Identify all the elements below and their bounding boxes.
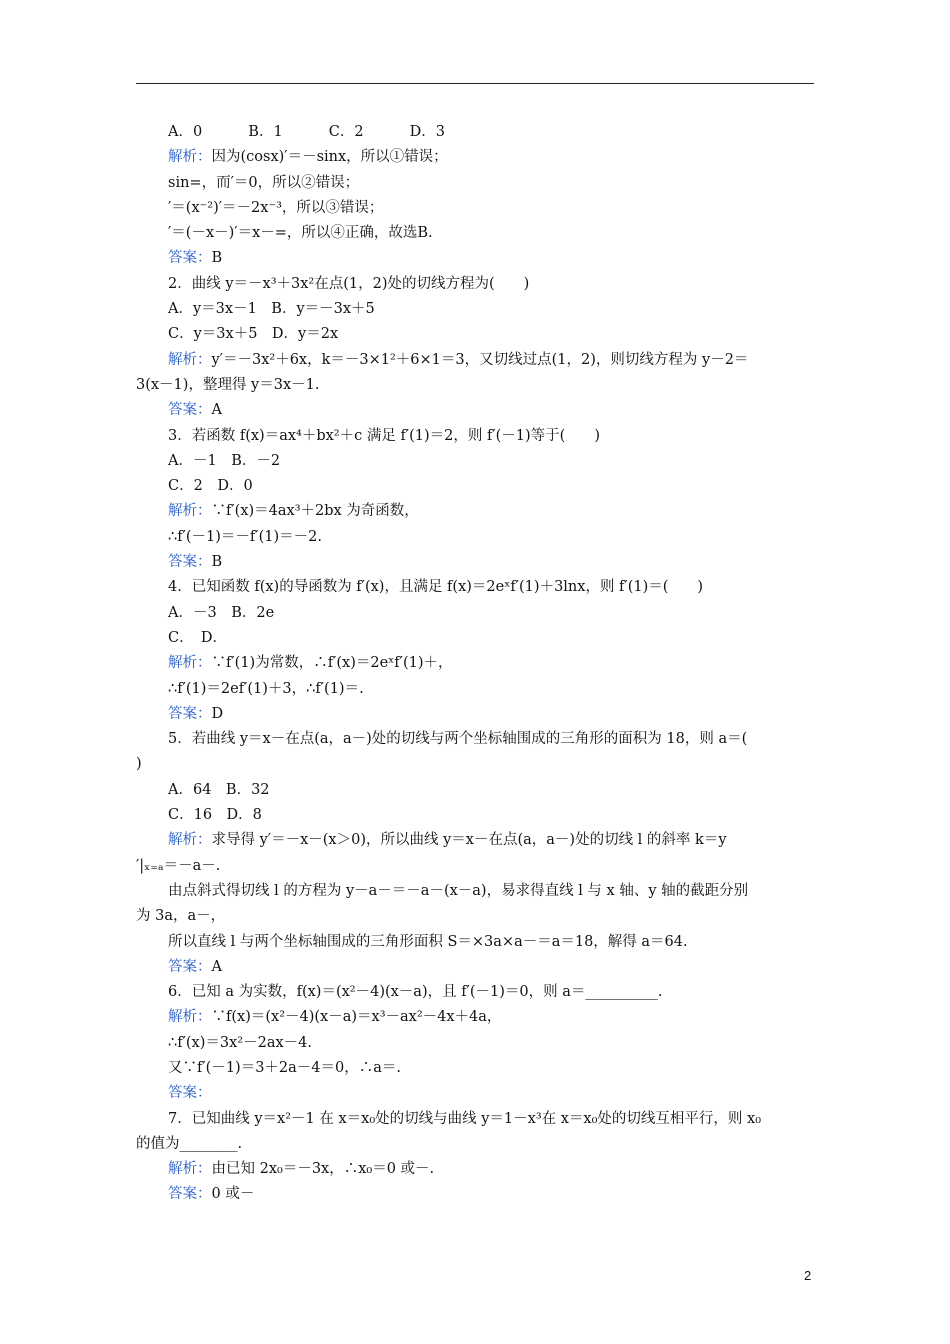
text-line (136, 980, 816, 1005)
text-line (136, 1107, 816, 1132)
text-line (136, 297, 816, 322)
line-text: 由点斜式得切线 l 的方程为 y－a－＝－a－(x－a)，易求得直线 l 与 x 轴、y 轴的截距分别 (168, 882, 749, 899)
line-text: C．16 D．8 (168, 807, 262, 824)
analysis-label: 解析： (168, 1161, 212, 1178)
text-line (136, 601, 816, 626)
analysis-label: 解析： (168, 351, 212, 368)
line-text: C． D． (168, 629, 227, 646)
analysis-label: 解析： (168, 149, 212, 166)
text-line (136, 803, 816, 828)
line-text: A．－3 B．2e (168, 604, 275, 621)
line-text: 7．已知曲线 y＝x²－1 在 x＝x₀处的切线与曲线 y＝1－x³在 x＝x₀处的切线互相平行，则 x₀ (168, 1110, 762, 1127)
answer-label: 答案： (168, 705, 212, 722)
answer-label: 答案： (168, 1085, 212, 1102)
line-text: 的值为________. (136, 1135, 243, 1152)
line-text: C．2 D．0 (168, 478, 253, 495)
document-body (136, 120, 816, 1208)
header-rule (136, 83, 814, 84)
answer-label: 答案： (168, 554, 212, 571)
line-text: ) (136, 756, 142, 773)
line-text: ∵f′(1)为常数，∴f′(x)＝2eˣf′(1)＋， (211, 655, 453, 672)
analysis-label: 解析： (168, 1009, 212, 1026)
text-line (136, 752, 816, 777)
analysis-label: 解析： (168, 655, 212, 672)
text-line (136, 373, 816, 398)
text-line (136, 1132, 816, 1157)
text-line (136, 424, 816, 449)
text-line (136, 626, 816, 651)
line-text: A．－1 B．－2 (168, 452, 281, 469)
line-text: B (211, 554, 223, 571)
text-line (136, 525, 816, 550)
line-text: ′|ₓ₌ₐ＝－a－. (136, 857, 221, 874)
answer-line (136, 550, 816, 575)
answer-label: 答案： (168, 958, 212, 975)
text-line (136, 120, 816, 145)
text-line (136, 474, 816, 499)
text-line (136, 272, 816, 297)
answer-line (136, 1081, 816, 1106)
line-text: ′＝(－x－)′＝x－=，所以④正确，故选B. (168, 225, 433, 242)
line-text: B (211, 250, 223, 267)
text-line (136, 904, 816, 929)
line-text: 0 或－ (211, 1186, 255, 1203)
text-line (136, 1056, 816, 1081)
page-number: 2 (804, 1268, 812, 1283)
analysis-label: 解析： (168, 503, 212, 520)
line-text: A．y＝3x－1 B．y＝－3x＋5 (168, 301, 375, 318)
analysis-line (136, 499, 816, 524)
text-line (136, 930, 816, 955)
text-line (136, 879, 816, 904)
analysis-line (136, 145, 816, 170)
line-text: 2．曲线 y＝－x³＋3x²在点(1，2)处的切线方程为( ) (168, 275, 530, 292)
analysis-label: 解析： (168, 832, 212, 849)
line-text: D (211, 705, 224, 722)
line-text: ∴f′(－1)＝－f′(1)＝－2. (168, 528, 322, 545)
line-text: ∴f′(x)＝3x²－2ax－4. (168, 1034, 312, 1051)
text-line (136, 322, 816, 347)
line-text: A (211, 402, 222, 419)
answer-label: 答案： (168, 402, 212, 419)
analysis-line (136, 828, 816, 853)
analysis-line (136, 1157, 816, 1182)
line-text: ∵f(x)＝(x²－4)(x－a)＝x³－ax²－4x＋4a， (211, 1009, 502, 1026)
line-text: A (211, 958, 222, 975)
text-line (136, 727, 816, 752)
text-line (136, 677, 816, 702)
text-line (136, 854, 816, 879)
answer-line (136, 955, 816, 980)
text-line (136, 171, 816, 196)
line-text: 由已知 2x₀＝－3x，∴x₀＝0 或－. (211, 1161, 435, 1178)
line-text: 6．已知 a 为实数，f(x)＝(x²－4)(x－a)，且 f′(－1)＝0，则 a＝__________. (168, 984, 663, 1001)
line-text: 所以直线 l 与两个坐标轴围成的三角形面积 S＝×3a×a－＝a＝18，解得 a＝64. (168, 933, 688, 950)
line-text: 3(x－1)，整理得 y＝3x－1. (136, 376, 320, 393)
answer-line (136, 1182, 816, 1207)
line-text: ∵f′(x)＝4ax³＋2bx 为奇函数， (211, 503, 419, 520)
text-line (136, 449, 816, 474)
line-text: 因为(cosx)′＝－sinx，所以①错误； (211, 149, 448, 166)
text-line (136, 1031, 816, 1056)
answer-line (136, 398, 816, 423)
line-text: 4．已知函数 f(x)的导函数为 f′(x)，且满足 f(x)＝2eˣf′(1)＋3lnx，则 f′(1)＝( ) (168, 579, 704, 596)
analysis-line (136, 1005, 816, 1030)
text-line (136, 221, 816, 246)
line-text: y′＝－3x²＋6x，k＝－3×1²＋6×1＝3，又切线过点(1，2)，则切线方程为 y－2＝ (211, 351, 749, 368)
line-text: 3．若函数 f(x)＝ax⁴＋bx²＋c 满足 f′(1)＝2，则 f′(－1)等于( ) (168, 427, 600, 444)
text-line (136, 575, 816, 600)
text-line (136, 196, 816, 221)
answer-line (136, 246, 816, 271)
analysis-line (136, 651, 816, 676)
line-text: C．y＝3x＋5 D．y＝2x (168, 326, 339, 343)
text-line (136, 778, 816, 803)
line-text: 求导得 y′＝－x－(x＞0)，所以曲线 y＝x－在点(a，a－)处的切线 l 的斜率 k＝y (211, 832, 727, 849)
line-text: sin=，而′＝0，所以②错误； (168, 174, 360, 191)
line-text: ′＝(x⁻²)′＝－2x⁻³，所以③错误； (168, 199, 384, 216)
answer-label: 答案： (168, 1186, 212, 1203)
line-text: A．64 B．32 (168, 781, 270, 798)
line-text: 又∵f′(－1)＝3＋2a－4＝0，∴a＝. (168, 1059, 401, 1076)
answer-label: 答案： (168, 250, 212, 267)
answer-line (136, 702, 816, 727)
line-text: ∴f′(1)＝2ef′(1)＋3，∴f′(1)＝. (168, 680, 364, 697)
analysis-line (136, 348, 816, 373)
line-text: 5．若曲线 y＝x－在点(a，a－)处的切线与两个坐标轴围成的三角形的面积为 18，则 a＝( (168, 731, 748, 748)
line-text: 为 3a，a－， (136, 908, 226, 925)
line-text: A．0 B．1 C．2 D．3 (168, 124, 446, 140)
